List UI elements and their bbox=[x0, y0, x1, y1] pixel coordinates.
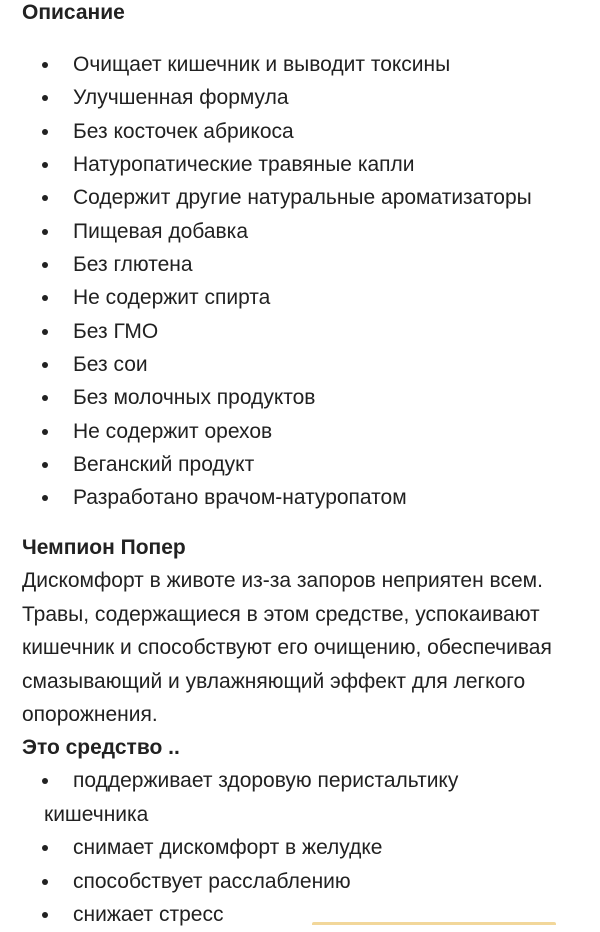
feature-item: Без косточек абрикоса bbox=[0, 115, 532, 148]
feature-item: Не содержит спирта bbox=[0, 281, 532, 314]
feature-list bbox=[0, 48, 532, 515]
feature-item: Не содержит орехов bbox=[0, 415, 532, 448]
effect-item: снимает дискомфорт в желудке bbox=[0, 831, 560, 865]
effect-item: поддерживает здоровую перистальтику кишечника bbox=[44, 764, 560, 831]
effects-list bbox=[0, 764, 560, 932]
feature-item: Пищевая добавка bbox=[0, 215, 532, 248]
description-heading: Описание bbox=[22, 1, 125, 24]
feature-item: Без сои bbox=[0, 348, 532, 381]
feature-item: Очищает кишечник и выводит токсины bbox=[0, 48, 532, 81]
feature-item: Разработано врачом-натуропатом bbox=[0, 481, 532, 514]
feature-item: Натуропатические травяные капли bbox=[0, 148, 532, 181]
feature-item: Без ГМО bbox=[0, 315, 532, 348]
effect-item: снижает стресс bbox=[0, 898, 560, 932]
effects-heading: Это средство .. bbox=[22, 736, 180, 759]
feature-item: Без молочных продуктов bbox=[0, 381, 532, 414]
feature-item: Без глютена bbox=[0, 248, 532, 281]
feature-item: Улучшенная формула bbox=[0, 81, 532, 114]
feature-item: Содержит другие натуральные ароматизаторы bbox=[0, 181, 532, 214]
product-paragraph: Дискомфорт в животе из-за запоров неприятен всем. Травы, содержащиеся в этом средстве, успокаивают кишечник и способствуют его очищению, обеспечивая смазывающий и увлажняющий эффект для легкого опорожнения. bbox=[22, 569, 552, 726]
effect-item: способствует расслаблению bbox=[0, 865, 560, 899]
product-name-heading: Чемпион Попер bbox=[22, 536, 186, 559]
feature-item: Веганский продукт bbox=[0, 448, 532, 481]
